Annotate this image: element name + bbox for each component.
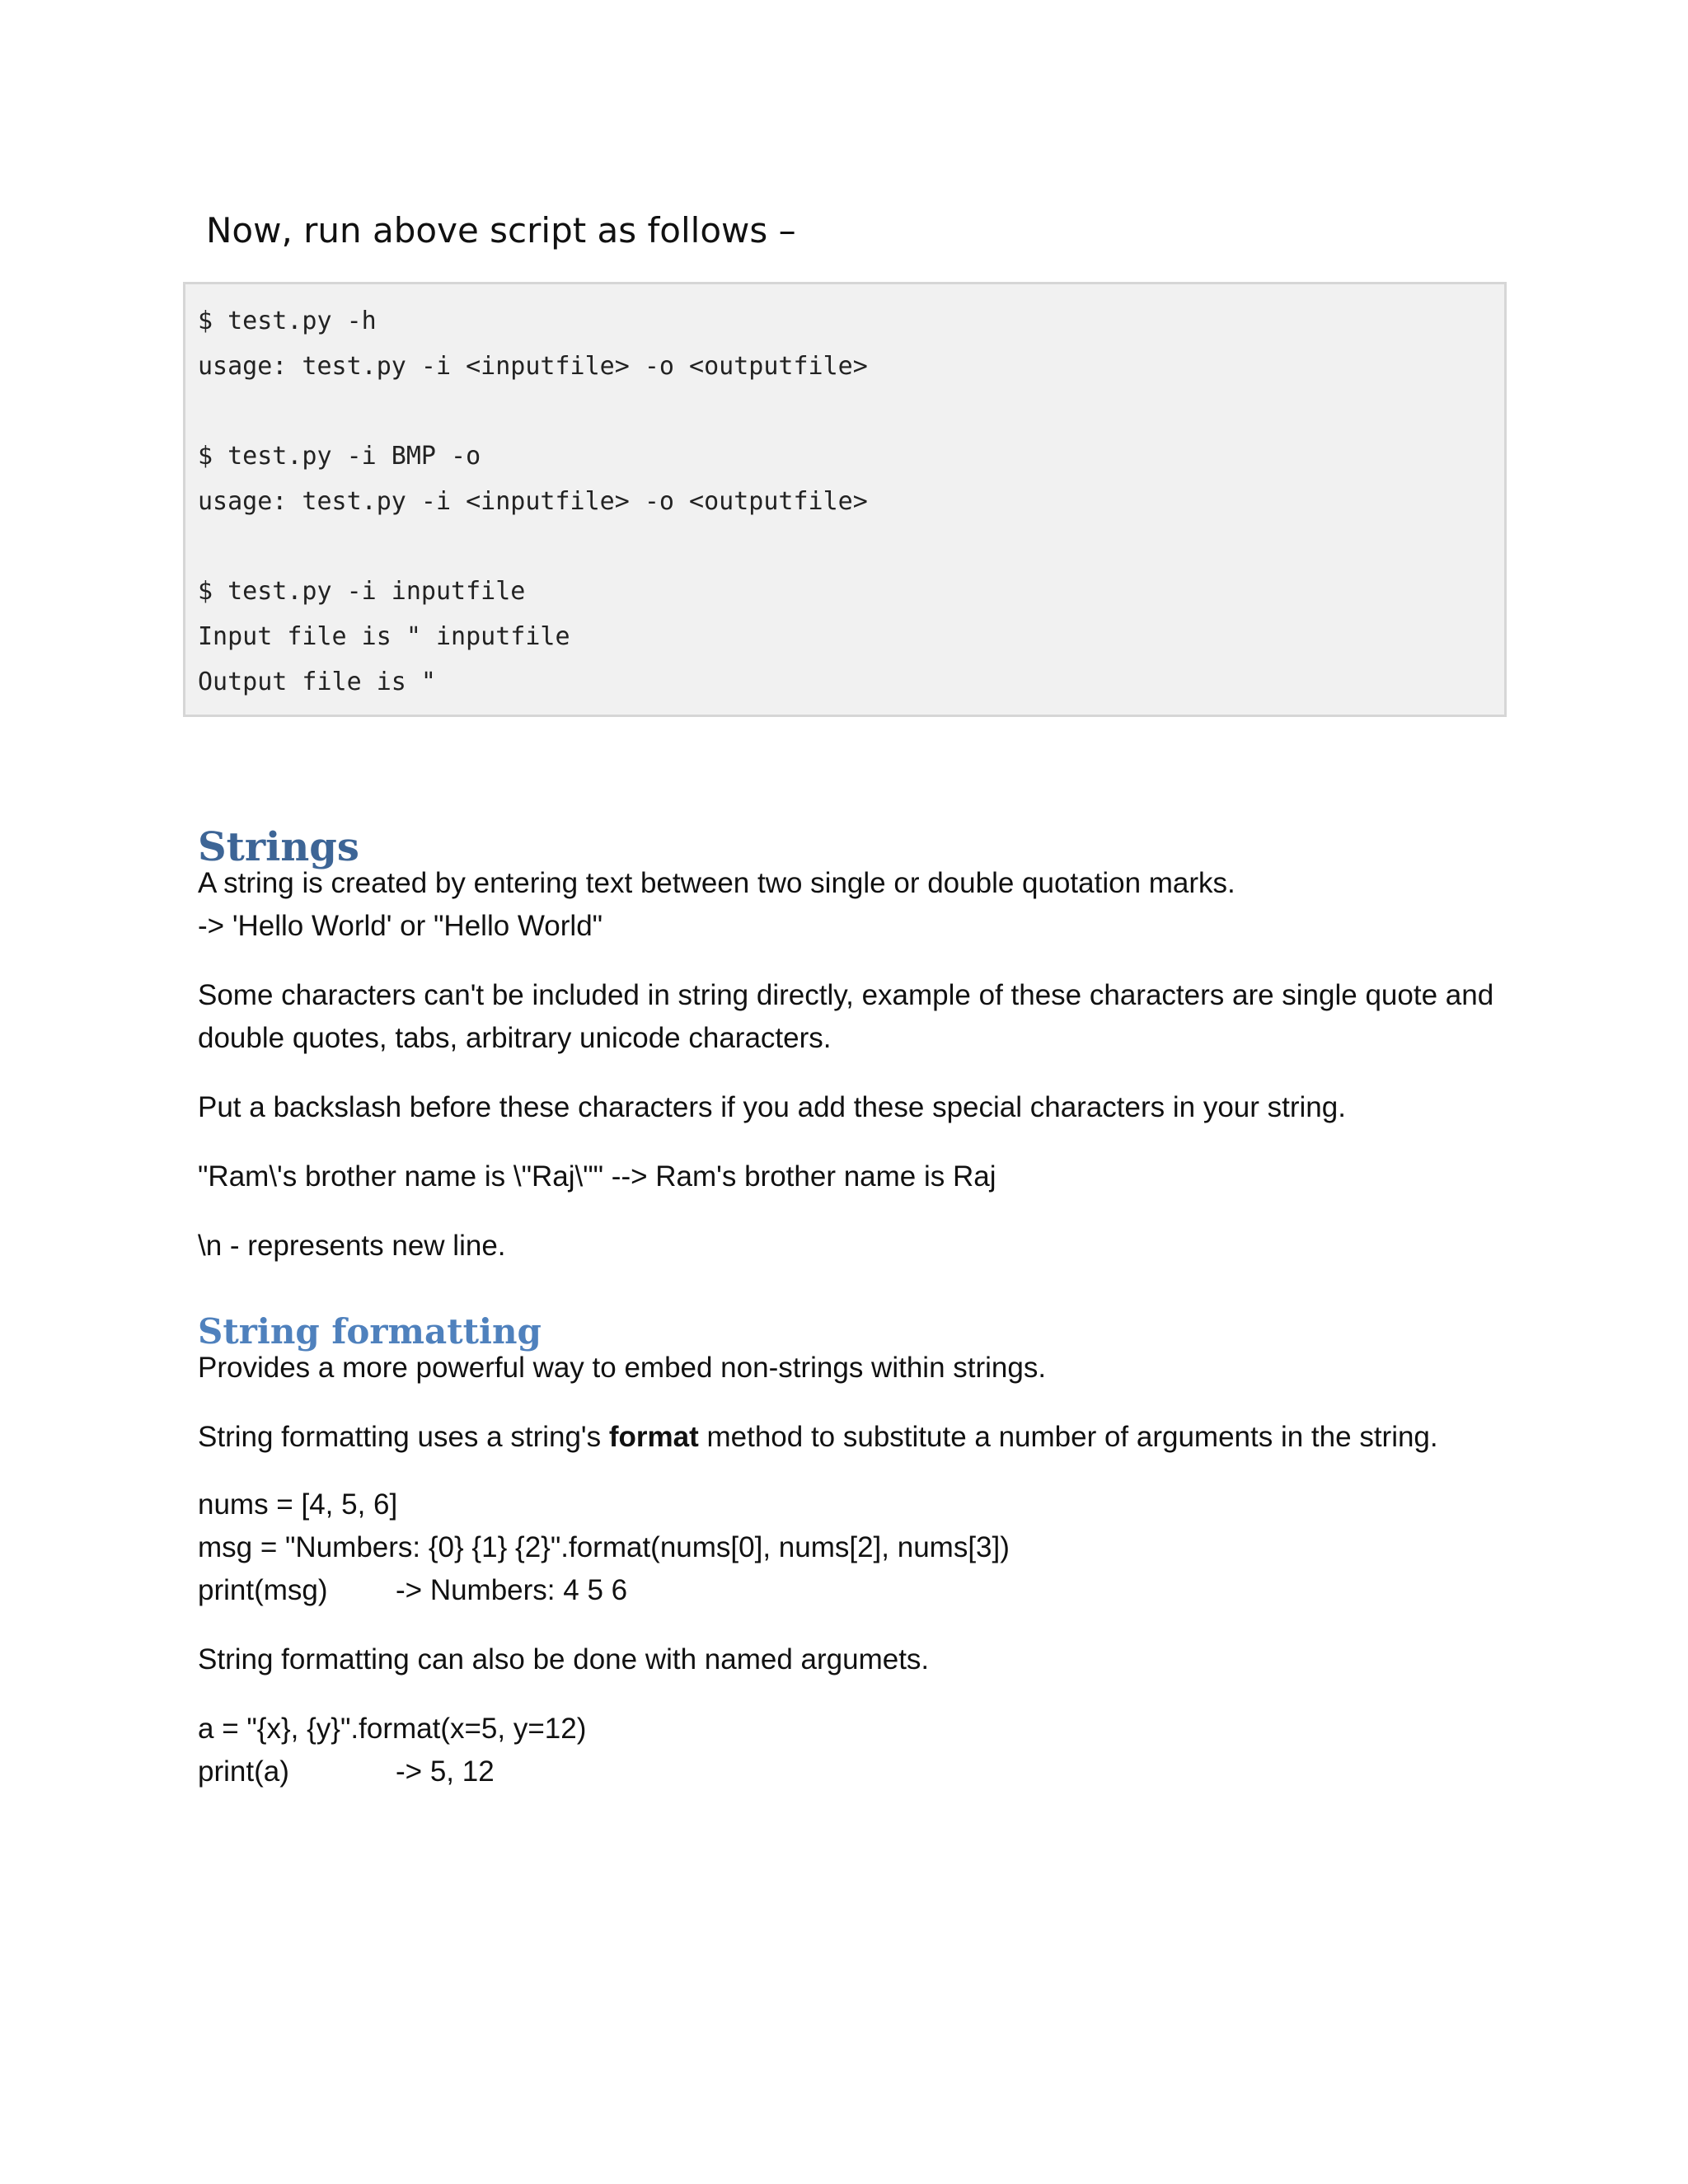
strings-paragraph: Put a backslash before these characters if you add these special characters in your string. [198,1091,1346,1123]
code-line: Input file is " inputfile [198,622,570,651]
strings-newline-note: \n - represents new line. [198,1230,506,1262]
strings-paragraph-line: Some characters can't be included in string directly, example of these characters are single quote and [198,979,1494,1011]
code-example-result: -> Numbers: 4 5 6 [396,1574,628,1606]
intro-text: Now, run above script as follows – [206,210,796,251]
strings-paragraph-line: A string is created by entering text between two single or double quotation marks. [198,867,1236,899]
formatting-paragraph: Provides a more powerful way to embed non-strings within strings. [198,1352,1047,1384]
strings-paragraph-line: double quotes, tabs, arbitrary unicode characters. [198,1022,832,1054]
code-example-result: -> 5, 12 [396,1755,495,1788]
strings-heading: Strings [198,824,359,870]
strings-escape-example: "Ram\'s brother name is \"Raj\"" --> Ram's brother name is Raj [198,1160,996,1193]
code-line: usage: test.py -i <inputfile> -o <outputfile> [198,487,868,516]
code-example-line: nums = [4, 5, 6] [198,1488,398,1521]
formatting-text: method to substitute a number of arguments in the string. [698,1421,1438,1453]
code-line: Output file is " [198,668,436,696]
strings-example-line: -> 'Hello World' or "Hello World" [198,910,603,942]
code-example-line: print(msg) [198,1574,328,1606]
code-line: usage: test.py -i <inputfile> -o <outputfile> [198,352,868,381]
formatting-text: String formatting uses a string's [198,1421,609,1453]
code-example-line: msg = "Numbers: {0} {1} {2}".format(nums[0], nums[2], nums[3]) [198,1531,1010,1563]
formatting-paragraph [198,1418,1438,1457]
format-keyword: format [608,1421,699,1453]
formatting-paragraph: String formatting can also be done with named argumets. [198,1643,930,1675]
string-formatting-heading: String formatting [198,1311,542,1352]
code-line: $ test.py -i BMP -o [198,442,481,471]
code-line: $ test.py -i inputfile [198,577,526,606]
code-example-line: print(a) [198,1755,289,1788]
code-example-line: a = "{x}, {y}".format(x=5, y=12) [198,1713,587,1745]
code-line: $ test.py -h [198,307,377,335]
